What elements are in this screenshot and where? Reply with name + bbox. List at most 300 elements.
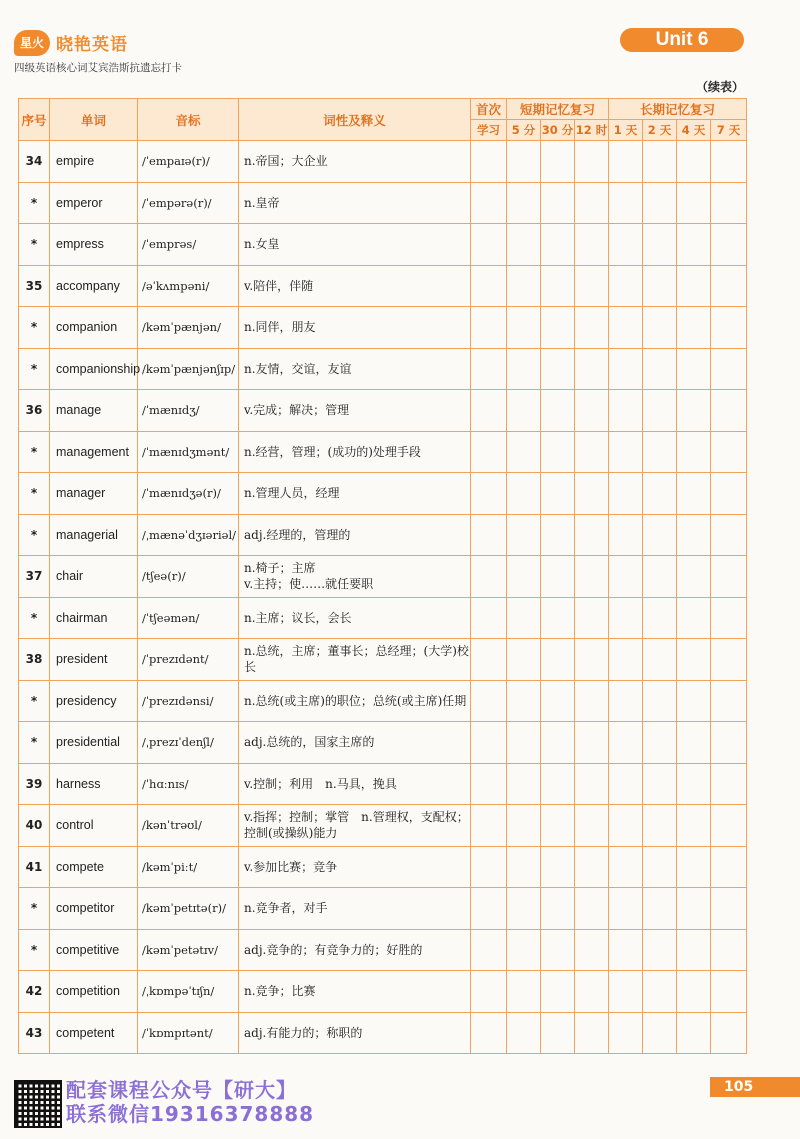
- review-checkbox-cell[interactable]: [541, 514, 575, 556]
- review-checkbox-cell[interactable]: [609, 805, 643, 847]
- review-col-1d: 1 天: [609, 120, 643, 141]
- row-meaning: n.经营，管理；(成功的)处理手段: [239, 431, 471, 473]
- review-checkbox-cell[interactable]: [471, 639, 507, 681]
- review-checkbox-cell[interactable]: [711, 390, 747, 432]
- row-meaning: n.帝国；大企业: [239, 141, 471, 183]
- review-checkbox-cell[interactable]: [677, 182, 711, 224]
- review-checkbox-cell[interactable]: [575, 639, 609, 681]
- first-study-header-top: 首次: [471, 99, 507, 120]
- table-row: [19, 265, 747, 307]
- table-row: [19, 390, 747, 432]
- review-checkbox-cell[interactable]: [507, 888, 541, 930]
- table-row: [19, 929, 747, 971]
- review-checkbox-cell[interactable]: [711, 805, 747, 847]
- review-checkbox-cell[interactable]: [677, 556, 711, 598]
- continued-label: （续表）: [695, 80, 744, 94]
- review-checkbox-cell[interactable]: [541, 929, 575, 971]
- review-checkbox-cell[interactable]: [575, 307, 609, 349]
- review-checkbox-cell[interactable]: [575, 805, 609, 847]
- review-checkbox-cell[interactable]: [471, 390, 507, 432]
- row-seq: 42: [19, 971, 50, 1013]
- row-seq: *: [19, 431, 50, 473]
- row-word: management: [50, 431, 138, 473]
- row-meaning: n.友情，交谊，友谊: [239, 348, 471, 390]
- review-checkbox-cell[interactable]: [609, 1012, 643, 1054]
- review-checkbox-cell[interactable]: [507, 348, 541, 390]
- row-seq: 36: [19, 390, 50, 432]
- review-checkbox-cell[interactable]: [711, 224, 747, 266]
- table-row: [19, 639, 747, 681]
- row-seq: *: [19, 888, 50, 930]
- review-checkbox-cell[interactable]: [609, 888, 643, 930]
- review-checkbox-cell[interactable]: [677, 265, 711, 307]
- review-checkbox-cell[interactable]: [609, 431, 643, 473]
- row-meaning: n.主席；议长，会长: [239, 597, 471, 639]
- seq-header: 序号: [19, 99, 50, 141]
- review-checkbox-cell[interactable]: [541, 597, 575, 639]
- review-checkbox-cell[interactable]: [471, 265, 507, 307]
- review-checkbox-cell[interactable]: [575, 265, 609, 307]
- qr-code-icon: [14, 1080, 62, 1128]
- review-col-30min: 30 分: [541, 120, 575, 141]
- review-checkbox-cell[interactable]: [609, 514, 643, 556]
- row-phonetic: /ˈprezɪdənsi/: [138, 680, 239, 722]
- row-phonetic: /kəmˈpiːt/: [138, 846, 239, 888]
- table-row: [19, 680, 747, 722]
- row-phonetic: /tʃeə(r)/: [138, 556, 239, 598]
- row-word: compete: [50, 846, 138, 888]
- review-checkbox-cell[interactable]: [541, 307, 575, 349]
- review-checkbox-cell[interactable]: [643, 182, 677, 224]
- review-checkbox-cell[interactable]: [507, 846, 541, 888]
- review-checkbox-cell[interactable]: [643, 805, 677, 847]
- review-col-4d: 4 天: [677, 120, 711, 141]
- row-phonetic: /ˌmænəˈdʒɪəriəl/: [138, 514, 239, 556]
- row-word: presidential: [50, 722, 138, 764]
- review-checkbox-cell[interactable]: [471, 307, 507, 349]
- review-checkbox-cell[interactable]: [541, 763, 575, 805]
- review-checkbox-cell[interactable]: [507, 805, 541, 847]
- row-phonetic: /ˈmænɪdʒmənt/: [138, 431, 239, 473]
- meaning-header: 词性及释义: [239, 99, 471, 141]
- review-checkbox-cell[interactable]: [507, 763, 541, 805]
- row-seq: *: [19, 722, 50, 764]
- review-checkbox-cell[interactable]: [643, 141, 677, 183]
- row-phonetic: /kəmˈpetətɪv/: [138, 929, 239, 971]
- table-row: [19, 224, 747, 266]
- review-checkbox-cell[interactable]: [541, 1012, 575, 1054]
- review-checkbox-cell[interactable]: [677, 597, 711, 639]
- table-row: [19, 971, 747, 1013]
- review-checkbox-cell[interactable]: [541, 473, 575, 515]
- row-word: companionship: [50, 348, 138, 390]
- review-checkbox-cell[interactable]: [575, 514, 609, 556]
- table-row: [19, 597, 747, 639]
- table-row: [19, 763, 747, 805]
- review-checkbox-cell[interactable]: [507, 473, 541, 515]
- row-word: empire: [50, 141, 138, 183]
- review-checkbox-cell[interactable]: [643, 224, 677, 266]
- row-phonetic: /kəmˈpænjənʃɪp/: [138, 348, 239, 390]
- review-checkbox-cell[interactable]: [575, 348, 609, 390]
- review-checkbox-cell[interactable]: [643, 971, 677, 1013]
- row-meaning: v.控制；利用 n.马具，挽具: [239, 763, 471, 805]
- review-checkbox-cell[interactable]: [711, 597, 747, 639]
- row-meaning: n.皇帝: [239, 182, 471, 224]
- promo-line-1: 配套课程公众号【研大】: [66, 1078, 297, 1102]
- review-checkbox-cell[interactable]: [609, 971, 643, 1013]
- row-phonetic: /ˈmænɪdʒ/: [138, 390, 239, 432]
- review-checkbox-cell[interactable]: [609, 182, 643, 224]
- review-checkbox-cell[interactable]: [507, 141, 541, 183]
- review-checkbox-cell[interactable]: [677, 846, 711, 888]
- page-header: [0, 0, 800, 80]
- phonetic-header: 音标: [138, 99, 239, 141]
- review-checkbox-cell[interactable]: [541, 971, 575, 1013]
- row-phonetic: /ˈhɑːnɪs/: [138, 763, 239, 805]
- review-checkbox-cell[interactable]: [677, 1012, 711, 1054]
- review-checkbox-cell[interactable]: [609, 846, 643, 888]
- review-checkbox-cell[interactable]: [575, 473, 609, 515]
- review-checkbox-cell[interactable]: [609, 265, 643, 307]
- review-checkbox-cell[interactable]: [711, 348, 747, 390]
- review-checkbox-cell[interactable]: [575, 182, 609, 224]
- review-checkbox-cell[interactable]: [677, 348, 711, 390]
- row-word: chair: [50, 556, 138, 598]
- vocabulary-table: [18, 98, 747, 1054]
- row-phonetic: /ˈemprəs/: [138, 224, 239, 266]
- row-word: competition: [50, 971, 138, 1013]
- review-checkbox-cell[interactable]: [575, 929, 609, 971]
- review-checkbox-cell[interactable]: [643, 473, 677, 515]
- review-checkbox-cell[interactable]: [643, 1012, 677, 1054]
- review-checkbox-cell[interactable]: [541, 141, 575, 183]
- review-checkbox-cell[interactable]: [643, 307, 677, 349]
- row-meaning: n.竞争；比赛: [239, 971, 471, 1013]
- review-checkbox-cell[interactable]: [677, 473, 711, 515]
- row-phonetic: /kəmˈpetɪtə(r)/: [138, 888, 239, 930]
- table-row: [19, 722, 747, 764]
- review-checkbox-cell[interactable]: [677, 224, 711, 266]
- review-checkbox-cell[interactable]: [471, 224, 507, 266]
- review-checkbox-cell[interactable]: [609, 763, 643, 805]
- review-checkbox-cell[interactable]: [507, 514, 541, 556]
- review-checkbox-cell[interactable]: [471, 473, 507, 515]
- table-row: [19, 348, 747, 390]
- review-checkbox-cell[interactable]: [541, 888, 575, 930]
- review-checkbox-cell[interactable]: [677, 722, 711, 764]
- table-row: [19, 473, 747, 515]
- row-seq: *: [19, 597, 50, 639]
- row-phonetic: /ˈprezɪdənt/: [138, 639, 239, 681]
- review-checkbox-cell[interactable]: [471, 514, 507, 556]
- row-seq: *: [19, 307, 50, 349]
- row-word: harness: [50, 763, 138, 805]
- review-checkbox-cell[interactable]: [711, 680, 747, 722]
- review-checkbox-cell[interactable]: [711, 514, 747, 556]
- row-phonetic: /kənˈtrəʊl/: [138, 805, 239, 847]
- review-checkbox-cell[interactable]: [507, 1012, 541, 1054]
- review-checkbox-cell[interactable]: [575, 763, 609, 805]
- review-checkbox-cell[interactable]: [677, 888, 711, 930]
- review-checkbox-cell[interactable]: [643, 722, 677, 764]
- unit-label: Unit 6: [620, 28, 744, 52]
- review-checkbox-cell[interactable]: [575, 888, 609, 930]
- review-checkbox-cell[interactable]: [643, 888, 677, 930]
- review-checkbox-cell[interactable]: [541, 805, 575, 847]
- review-checkbox-cell[interactable]: [575, 431, 609, 473]
- row-word: control: [50, 805, 138, 847]
- review-checkbox-cell[interactable]: [711, 141, 747, 183]
- review-checkbox-cell[interactable]: [711, 265, 747, 307]
- row-meaning: n.总统，主席；董事长；总经理；(大学)校长: [239, 639, 471, 681]
- promo-line-2: 联系微信19316378888: [66, 1102, 315, 1126]
- review-checkbox-cell[interactable]: [507, 390, 541, 432]
- review-checkbox-cell[interactable]: [711, 846, 747, 888]
- row-seq: *: [19, 680, 50, 722]
- review-checkbox-cell[interactable]: [575, 141, 609, 183]
- review-checkbox-cell[interactable]: [541, 556, 575, 598]
- review-checkbox-cell[interactable]: [541, 846, 575, 888]
- row-seq: *: [19, 182, 50, 224]
- review-checkbox-cell[interactable]: [507, 929, 541, 971]
- row-seq: *: [19, 514, 50, 556]
- review-checkbox-cell[interactable]: [677, 639, 711, 681]
- table-row: [19, 514, 747, 556]
- row-meaning: adj.有能力的；称职的: [239, 1012, 471, 1054]
- review-checkbox-cell[interactable]: [507, 597, 541, 639]
- review-checkbox-cell[interactable]: [677, 971, 711, 1013]
- review-checkbox-cell[interactable]: [677, 763, 711, 805]
- review-checkbox-cell[interactable]: [541, 265, 575, 307]
- review-checkbox-cell[interactable]: [711, 431, 747, 473]
- row-seq: 40: [19, 805, 50, 847]
- book-subtitle: 四级英语核心词艾宾浩斯抗遗忘打卡: [14, 62, 182, 74]
- table-row: [19, 846, 747, 888]
- review-checkbox-cell[interactable]: [507, 556, 541, 598]
- row-word: competitor: [50, 888, 138, 930]
- review-checkbox-cell[interactable]: [507, 971, 541, 1013]
- review-checkbox-cell[interactable]: [711, 888, 747, 930]
- review-checkbox-cell[interactable]: [643, 763, 677, 805]
- review-checkbox-cell[interactable]: [575, 680, 609, 722]
- review-checkbox-cell[interactable]: [643, 514, 677, 556]
- review-col-7d: 7 天: [711, 120, 747, 141]
- review-checkbox-cell[interactable]: [471, 597, 507, 639]
- row-meaning: n.同伴，朋友: [239, 307, 471, 349]
- row-meaning: adj.竞争的；有竞争力的；好胜的: [239, 929, 471, 971]
- review-checkbox-cell[interactable]: [643, 680, 677, 722]
- review-checkbox-cell[interactable]: [643, 639, 677, 681]
- row-meaning: v.参加比赛；竞争: [239, 846, 471, 888]
- review-checkbox-cell[interactable]: [711, 639, 747, 681]
- row-seq: 43: [19, 1012, 50, 1054]
- row-seq: *: [19, 224, 50, 266]
- review-checkbox-cell[interactable]: [541, 182, 575, 224]
- review-checkbox-cell[interactable]: [677, 431, 711, 473]
- row-word: accompany: [50, 265, 138, 307]
- review-col-5min: 5 分: [507, 120, 541, 141]
- review-checkbox-cell[interactable]: [541, 348, 575, 390]
- review-checkbox-cell[interactable]: [643, 431, 677, 473]
- review-checkbox-cell[interactable]: [711, 1012, 747, 1054]
- row-meaning: n.女皇: [239, 224, 471, 266]
- review-checkbox-cell[interactable]: [471, 722, 507, 764]
- row-seq: *: [19, 473, 50, 515]
- row-word: manage: [50, 390, 138, 432]
- short-review-header: 短期记忆复习: [507, 99, 609, 120]
- review-checkbox-cell[interactable]: [711, 182, 747, 224]
- row-phonetic: /ˈtʃeəmən/: [138, 597, 239, 639]
- row-phonetic: /ˌkɒmpəˈtɪʃn/: [138, 971, 239, 1013]
- row-phonetic: /ˈkɒmpɪtənt/: [138, 1012, 239, 1054]
- review-checkbox-cell[interactable]: [541, 431, 575, 473]
- row-meaning: n.竞争者，对手: [239, 888, 471, 930]
- row-meaning: n.管理人员，经理: [239, 473, 471, 515]
- table-row: [19, 182, 747, 224]
- row-word: competent: [50, 1012, 138, 1054]
- row-word: manager: [50, 473, 138, 515]
- row-phonetic: /ˌprezɪˈdenʃl/: [138, 722, 239, 764]
- review-checkbox-cell[interactable]: [575, 390, 609, 432]
- review-checkbox-cell[interactable]: [575, 224, 609, 266]
- review-checkbox-cell[interactable]: [609, 224, 643, 266]
- table-row: [19, 805, 747, 847]
- logo-badge: 星火: [14, 30, 50, 56]
- review-checkbox-cell[interactable]: [541, 224, 575, 266]
- review-checkbox-cell[interactable]: [677, 390, 711, 432]
- review-checkbox-cell[interactable]: [711, 971, 747, 1013]
- review-checkbox-cell[interactable]: [643, 597, 677, 639]
- row-word: presidency: [50, 680, 138, 722]
- review-checkbox-cell[interactable]: [677, 141, 711, 183]
- row-word: empress: [50, 224, 138, 266]
- row-phonetic: /ˈmænɪdʒə(r)/: [138, 473, 239, 515]
- row-seq: *: [19, 348, 50, 390]
- review-checkbox-cell[interactable]: [711, 473, 747, 515]
- table-row: [19, 307, 747, 349]
- review-checkbox-cell[interactable]: [609, 473, 643, 515]
- review-checkbox-cell[interactable]: [643, 846, 677, 888]
- review-col-12h: 12 时: [575, 120, 609, 141]
- review-checkbox-cell[interactable]: [609, 348, 643, 390]
- review-checkbox-cell[interactable]: [575, 846, 609, 888]
- review-checkbox-cell[interactable]: [575, 722, 609, 764]
- row-meaning: v.完成；解决；管理: [239, 390, 471, 432]
- row-phonetic: /əˈkʌmpəni/: [138, 265, 239, 307]
- review-checkbox-cell[interactable]: [711, 763, 747, 805]
- review-checkbox-cell[interactable]: [507, 182, 541, 224]
- review-checkbox-cell[interactable]: [507, 307, 541, 349]
- review-col-2d: 2 天: [643, 120, 677, 141]
- review-checkbox-cell[interactable]: [507, 680, 541, 722]
- review-checkbox-cell[interactable]: [643, 929, 677, 971]
- review-checkbox-cell[interactable]: [471, 805, 507, 847]
- row-word: managerial: [50, 514, 138, 556]
- row-phonetic: /ˈempərə(r)/: [138, 182, 239, 224]
- review-checkbox-cell[interactable]: [507, 431, 541, 473]
- review-checkbox-cell[interactable]: [643, 390, 677, 432]
- review-checkbox-cell[interactable]: [609, 307, 643, 349]
- review-checkbox-cell[interactable]: [609, 556, 643, 598]
- review-checkbox-cell[interactable]: [677, 805, 711, 847]
- review-checkbox-cell[interactable]: [541, 680, 575, 722]
- review-checkbox-cell[interactable]: [677, 514, 711, 556]
- brand-name: 晓艳英语: [56, 35, 128, 55]
- table-row: [19, 431, 747, 473]
- review-checkbox-cell[interactable]: [507, 265, 541, 307]
- review-checkbox-cell[interactable]: [471, 680, 507, 722]
- row-word: competitive: [50, 929, 138, 971]
- review-checkbox-cell[interactable]: [609, 722, 643, 764]
- review-checkbox-cell[interactable]: [471, 141, 507, 183]
- review-checkbox-cell[interactable]: [677, 929, 711, 971]
- row-seq: 37: [19, 556, 50, 598]
- row-phonetic: /kəmˈpænjən/: [138, 307, 239, 349]
- review-checkbox-cell[interactable]: [643, 348, 677, 390]
- review-checkbox-cell[interactable]: [575, 1012, 609, 1054]
- row-meaning: adj.经理的，管理的: [239, 514, 471, 556]
- review-checkbox-cell[interactable]: [507, 639, 541, 681]
- review-checkbox-cell[interactable]: [471, 182, 507, 224]
- row-word: chairman: [50, 597, 138, 639]
- review-checkbox-cell[interactable]: [507, 722, 541, 764]
- review-checkbox-cell[interactable]: [471, 1012, 507, 1054]
- review-checkbox-cell[interactable]: [711, 556, 747, 598]
- review-checkbox-cell[interactable]: [471, 971, 507, 1013]
- row-phonetic: /ˈempaɪə(r)/: [138, 141, 239, 183]
- review-checkbox-cell[interactable]: [541, 722, 575, 764]
- review-checkbox-cell[interactable]: [471, 556, 507, 598]
- long-review-header: 长期记忆复习: [609, 99, 747, 120]
- review-checkbox-cell[interactable]: [643, 265, 677, 307]
- review-checkbox-cell[interactable]: [541, 390, 575, 432]
- review-checkbox-cell[interactable]: [643, 556, 677, 598]
- table-row: [19, 141, 747, 183]
- review-checkbox-cell[interactable]: [471, 929, 507, 971]
- table-row: [19, 556, 747, 598]
- row-seq: 35: [19, 265, 50, 307]
- row-meaning: n.总统(或主席)的职位；总统(或主席)任期: [239, 680, 471, 722]
- row-meaning: v.指挥；控制；掌管 n.管理权，支配权；控制(或操纵)能力: [239, 805, 471, 847]
- review-checkbox-cell[interactable]: [609, 390, 643, 432]
- review-checkbox-cell[interactable]: [711, 929, 747, 971]
- promo-text: [66, 1078, 314, 1126]
- row-word: companion: [50, 307, 138, 349]
- review-checkbox-cell[interactable]: [711, 722, 747, 764]
- row-seq: *: [19, 929, 50, 971]
- review-checkbox-cell[interactable]: [677, 680, 711, 722]
- review-checkbox-cell[interactable]: [507, 224, 541, 266]
- review-checkbox-cell[interactable]: [609, 141, 643, 183]
- review-checkbox-cell[interactable]: [609, 597, 643, 639]
- row-seq: 41: [19, 846, 50, 888]
- review-checkbox-cell[interactable]: [609, 929, 643, 971]
- review-checkbox-cell[interactable]: [575, 597, 609, 639]
- review-checkbox-cell[interactable]: [471, 888, 507, 930]
- review-checkbox-cell[interactable]: [575, 556, 609, 598]
- review-checkbox-cell[interactable]: [677, 307, 711, 349]
- review-checkbox-cell[interactable]: [471, 431, 507, 473]
- review-checkbox-cell[interactable]: [471, 763, 507, 805]
- review-checkbox-cell[interactable]: [609, 680, 643, 722]
- review-checkbox-cell[interactable]: [711, 307, 747, 349]
- review-checkbox-cell[interactable]: [471, 348, 507, 390]
- review-checkbox-cell[interactable]: [471, 846, 507, 888]
- review-checkbox-cell[interactable]: [575, 971, 609, 1013]
- review-checkbox-cell[interactable]: [609, 639, 643, 681]
- review-checkbox-cell[interactable]: [541, 639, 575, 681]
